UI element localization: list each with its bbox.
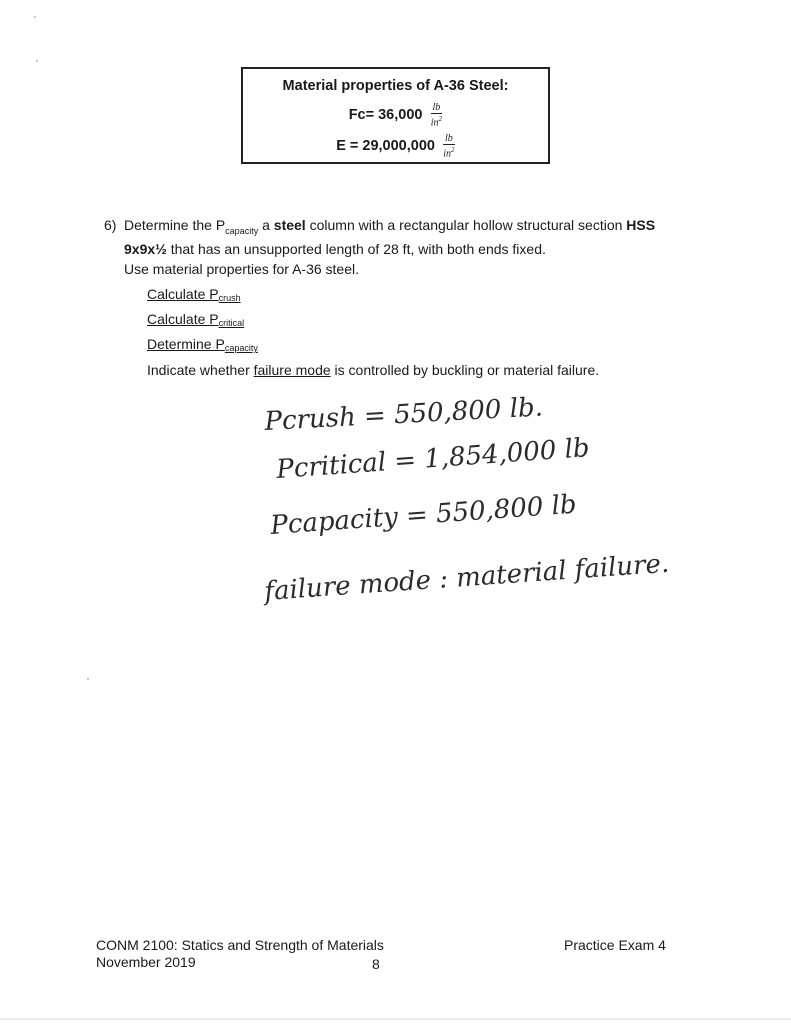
use-material-line: Use material properties for A-36 steel. xyxy=(124,261,359,277)
footer-exam-title: Practice Exam 4 xyxy=(564,937,666,953)
unit-numerator: lb xyxy=(432,102,441,113)
unit-denominator: $in^2$ xyxy=(430,115,443,129)
scan-speck xyxy=(36,60,38,62)
handwritten-p-critical: Pcritical = 1,854,000 lb xyxy=(275,433,591,485)
task-calculate-pcritical: Calculate $P_{critical}$ xyxy=(147,311,245,328)
e-line xyxy=(243,133,548,159)
question-number: 6) xyxy=(104,217,117,233)
task-determine-pcapacity: Determine $P_{capacity}$ xyxy=(147,336,258,353)
scan-speck xyxy=(87,678,89,680)
handwritten-p-capacity: Pcapacity = 550,800 lb xyxy=(269,489,578,541)
scan-edge-shadow xyxy=(0,1018,791,1020)
unit-denominator: $in^2$ xyxy=(443,146,455,160)
fc-unit xyxy=(431,102,443,128)
handwritten-answers xyxy=(255,382,671,632)
material-properties-box xyxy=(241,67,550,164)
scan-speck xyxy=(34,16,36,18)
footer-course: CONM 2100: Statics and Strength of Materials xyxy=(96,937,384,953)
properties-title: Material properties of A-36 Steel: xyxy=(282,78,509,94)
unit-numerator: lb xyxy=(445,133,453,144)
e-unit xyxy=(443,133,455,159)
question-text: Determine the $P_{capacity}$ a steel column with a rectangular hollow structural section HSS 9x9x½ that has an unsupported length of 28 ft, with both ends fixed. xyxy=(124,217,656,257)
page-number: 8 xyxy=(372,956,380,972)
e-value: E = 29,000,000 xyxy=(336,138,435,154)
indicate-failure-mode-line: Indicate whether failure mode is controlled by buckling or material failure. xyxy=(147,362,600,378)
fc-value: Fc= 36,000 xyxy=(348,107,423,123)
fc-line xyxy=(243,102,548,128)
footer-date: November 2019 xyxy=(96,954,196,970)
handwritten-failure-mode: failure mode : material failure. xyxy=(263,548,671,607)
handwritten-p-crush: Pcrush = 550,800 lb. xyxy=(263,392,544,437)
task-calculate-pcrush: Calculate $P_{crush}$ xyxy=(147,286,241,303)
